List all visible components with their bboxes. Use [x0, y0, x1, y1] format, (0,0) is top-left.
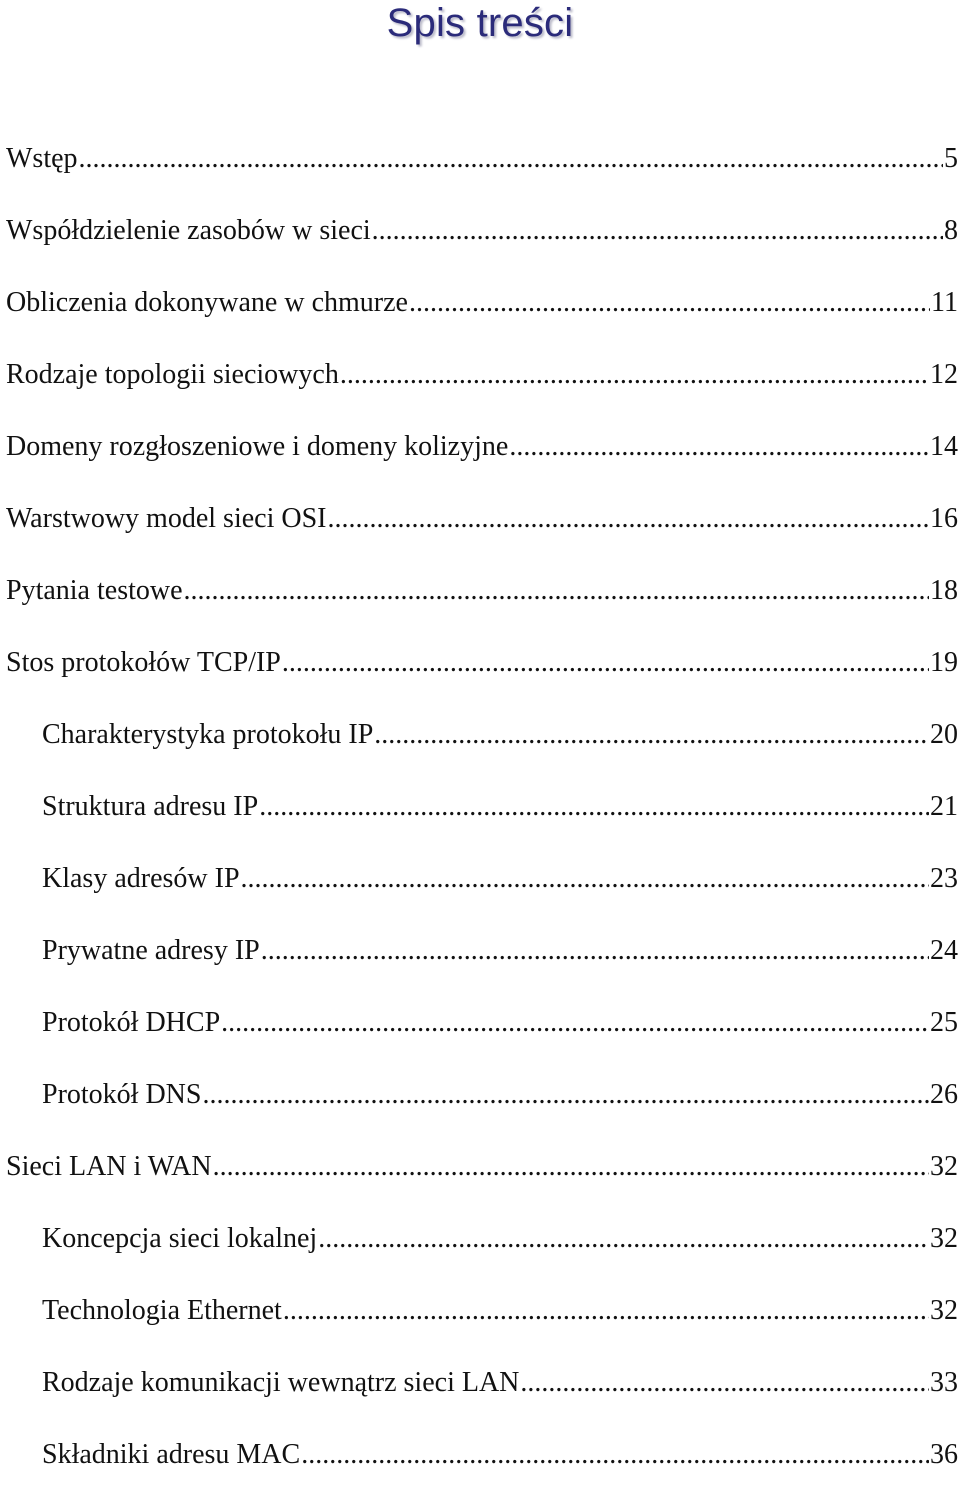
- toc-page-number: 33: [930, 1367, 958, 1398]
- toc-entry[interactable]: [0, 1276, 960, 1348]
- toc-entry[interactable]: [0, 556, 960, 628]
- toc-entry-title: Sieci LAN i WAN: [6, 1151, 212, 1182]
- toc-page-number: 11: [931, 287, 958, 318]
- toc-entry-title: Współdzielenie zasobów w sieci: [6, 215, 371, 246]
- toc-entry[interactable]: [0, 124, 960, 196]
- toc-entry[interactable]: [0, 340, 960, 412]
- toc-list: [0, 124, 960, 1492]
- toc-entry-title: Koncepcja sieci lokalnej: [42, 1223, 318, 1254]
- toc-dot-leader: [259, 790, 929, 824]
- toc-entry[interactable]: [0, 484, 960, 556]
- toc-entry-title: Protokół DNS: [42, 1079, 202, 1110]
- toc-entry[interactable]: [0, 844, 960, 916]
- toc-dot-leader: [282, 646, 929, 680]
- toc-page-number: 32: [930, 1151, 958, 1182]
- toc-page-number: 8: [944, 215, 958, 246]
- toc-page-number: 32: [930, 1223, 958, 1254]
- toc-entry-title: Stos protokołów TCP/IP: [6, 647, 281, 678]
- toc-entry[interactable]: [0, 1348, 960, 1420]
- toc-dot-leader: [327, 502, 929, 536]
- toc-dot-leader: [261, 934, 929, 968]
- toc-page-number: 21: [930, 791, 958, 822]
- toc-entry-title: Charakterystyka protokołu IP: [42, 719, 374, 750]
- toc-dot-leader: [372, 214, 943, 248]
- toc-entry[interactable]: [0, 412, 960, 484]
- toc-dot-leader: [409, 286, 930, 320]
- toc-entry-title: Rodzaje topologii sieciowych: [6, 359, 339, 390]
- toc-entry[interactable]: [0, 916, 960, 988]
- toc-dot-leader: [221, 1006, 929, 1040]
- toc-entry-title: Protokół DHCP: [42, 1007, 221, 1038]
- toc-entry[interactable]: [0, 196, 960, 268]
- toc-page-number: 23: [930, 863, 958, 894]
- toc-entry[interactable]: [0, 1204, 960, 1276]
- toc-entry-title: Technologia Ethernet: [42, 1295, 282, 1326]
- toc-entry-title: Prywatne adresy IP: [42, 935, 260, 966]
- toc-dot-leader: [318, 1222, 929, 1256]
- toc-dot-leader: [283, 1294, 929, 1328]
- toc-entry[interactable]: [0, 268, 960, 340]
- toc-page-number: 26: [930, 1079, 958, 1110]
- toc-entry[interactable]: [0, 1132, 960, 1204]
- toc-entry-title: Warstwowy model sieci OSI: [6, 503, 327, 534]
- toc-entry[interactable]: [0, 628, 960, 700]
- toc-entry-title: Struktura adresu IP: [42, 791, 259, 822]
- toc-dot-leader: [374, 718, 929, 752]
- toc-entry[interactable]: [0, 772, 960, 844]
- toc-dot-leader: [241, 862, 929, 896]
- toc-entry[interactable]: [0, 1420, 960, 1492]
- toc-dot-leader: [301, 1438, 929, 1472]
- toc-page-number: 5: [944, 143, 958, 174]
- toc-page-number: 16: [930, 503, 958, 534]
- toc-page-number: 25: [930, 1007, 958, 1038]
- toc-entry-title: Pytania testowe: [6, 575, 183, 606]
- toc-entry-title: Wstęp: [6, 143, 78, 174]
- toc-page-number: 14: [930, 431, 958, 462]
- toc-entry-title: Obliczenia dokonywane w chmurze: [6, 287, 408, 318]
- toc-entry-title: Domeny rozgłoszeniowe i domeny kolizyjne: [6, 431, 509, 462]
- toc-dot-leader: [202, 1078, 929, 1112]
- toc-dot-leader: [509, 430, 929, 464]
- toc-page-number: 24: [930, 935, 958, 966]
- toc-dot-leader: [79, 142, 943, 176]
- toc-page-number: 20: [930, 719, 958, 750]
- toc-entry[interactable]: [0, 988, 960, 1060]
- toc-entry-title: Klasy adresów IP: [42, 863, 240, 894]
- toc-dot-leader: [184, 574, 929, 608]
- toc-page-number: 19: [930, 647, 958, 678]
- toc-dot-leader: [340, 358, 929, 392]
- toc-entry[interactable]: [0, 1060, 960, 1132]
- toc-entry-title: Składniki adresu MAC: [42, 1439, 301, 1470]
- toc-entry[interactable]: [0, 700, 960, 772]
- toc-entry-title: Rodzaje komunikacji wewnątrz sieci LAN: [42, 1367, 520, 1398]
- toc-page-number: 18: [930, 575, 958, 606]
- toc-dot-leader: [213, 1150, 929, 1184]
- toc-page-number: 32: [930, 1295, 958, 1326]
- toc-page-number: 12: [930, 359, 958, 390]
- toc-title: Spis treści: [386, 1, 574, 45]
- toc-dot-leader: [520, 1366, 929, 1400]
- toc-page-number: 36: [930, 1439, 958, 1470]
